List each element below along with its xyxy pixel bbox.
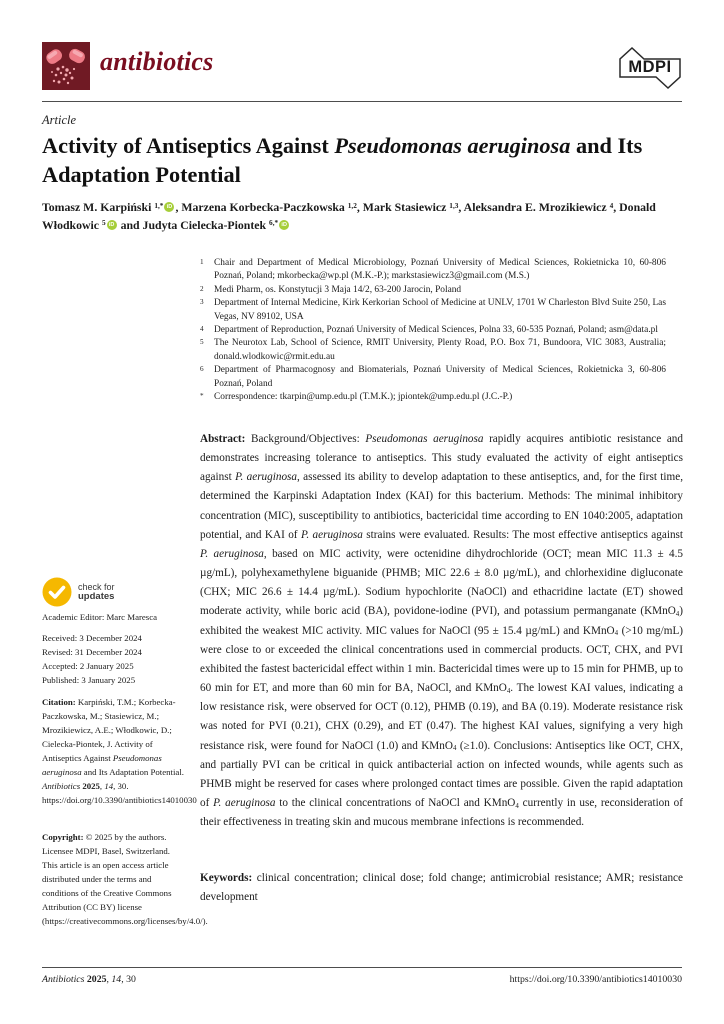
- rich-text-segment: ,: [106, 974, 112, 985]
- history-dates: [42, 631, 184, 687]
- rich-text-segment: Pseudomonas aeruginosa: [334, 133, 571, 158]
- rich-text-segment: strains were evaluated. Results: The most effective antiseptics against: [362, 528, 683, 541]
- rich-text-segment: 1,3: [449, 200, 459, 210]
- check-for-updates-badge[interactable]: [42, 577, 115, 607]
- rich-text-segment: Pseudomonas aeruginosa: [42, 753, 162, 777]
- rich-text-segment: currently in use, reconsideration of their effectiveness in treating skin and mucous membrane infections is recommended.: [200, 796, 683, 829]
- correspondence-marker: *: [200, 392, 204, 401]
- rich-text-segment: , based on MIC activity, were octenidine dihydrochloride (OCT; mean MIC 11.3 ± 4.5 µg/mL), polyhexamethylene biguanide (PHMB; MIC 22.6 ± 8.0 µg/mL), and chlorhexidine digluconate (CHX; MIC 26.6 ± 14.4 µg/mL). Sodium hypochlorite (NaOCl) and ethacridine lactate (ET) showed moderate activity, while boric acid (BA), povidone-iodine (PVI), and potassium permanganate (KMnO: [200, 547, 683, 618]
- rich-text-segment: and Its Adaptation Potential.: [81, 767, 184, 777]
- journal-name: antibiotics: [100, 47, 214, 76]
- affiliation-item: [200, 297, 666, 324]
- rich-text-segment: Karpiński, T.M.; Korbecka-Paczkowska, M.; Stasiewicz, M.; Mrozikiewicz, A.E.; Włodkowic, D.; Cielecka-Piontek, J. Activity of Antiseptics Against: [42, 697, 176, 763]
- academic-editor-line: Academic Editor: Marc Maresca: [42, 612, 158, 622]
- rich-text-segment: and Its Adaptation Potential: [42, 133, 643, 187]
- rich-text-segment: Background/Objectives:: [250, 433, 366, 445]
- rich-text-segment: Tomasz M. Karpiński: [42, 200, 155, 214]
- rich-text-segment: 4: [675, 610, 680, 619]
- rich-text-segment: ) exhibited the weakest MIC activity. MIC values for NaOCl (95 ± 15.4 µg/mL) and KMnO: [200, 605, 683, 637]
- orcid-icon[interactable]: iD: [107, 220, 117, 230]
- footer-divider: [42, 967, 682, 968]
- keywords-text: [200, 869, 683, 907]
- rich-text-segment: , 30: [121, 974, 136, 985]
- correspondence-text: Correspondence: tkarpin@ump.edu.pl (T.M.K.); jpiontek@ump.edu.pl (J.C.-P.): [214, 392, 513, 403]
- rich-text-segment: clinical concentration; clinical dose; fold change; antimicrobial resistance; AMR; resistance development: [200, 872, 683, 904]
- received-date: Received: 3 December 2024: [42, 633, 142, 643]
- rich-text-segment: © 2025 by the authors. Licensee MDPI, Basel, Switzerland. This article is an open access article distributed under the terms and conditions of the Creative Commons Attribution (CC BY) license (https://creativecommons.org/licenses/by/4.0/).: [42, 832, 208, 926]
- rich-text-segment: 5: [101, 218, 106, 228]
- rich-text-segment: , Marzena Korbecka-Paczkowska: [175, 200, 348, 214]
- affiliation-text: Department of Pharmacognosy and Biomaterials, Poznań University of Medical Sciences, Rokietnicka 3, 60-806 Poznań, Poland: [214, 365, 666, 389]
- affiliation-item: [200, 257, 666, 284]
- rich-text-segment: Copyright:: [42, 832, 86, 842]
- correspondence-item: [200, 391, 666, 404]
- abstract-text: [200, 430, 683, 832]
- footer-doi-link[interactable]: https://doi.org/10.3390/antibiotics14010030: [509, 974, 682, 985]
- rich-text-segment: 14: [111, 974, 122, 985]
- rich-text-segment: 2025: [86, 974, 107, 985]
- rich-text-segment: (≥1.0). Conclusions: Antiseptics like OCT, CHX, and partially PVI can be critical in quick antibacterial action on infected wounds, while agents such as PHMB might be reserved for cases where prolonged contact times are possible. Given the rapid adaptation of: [200, 739, 683, 809]
- rich-text-segment: Activity of Antiseptics Against: [42, 133, 335, 158]
- rich-text-segment: , assessed its ability to develop adaptation to these antiseptics, and, for the first time, determined the Karpinski Adaptation Index (KAI) for this bacterium. Methods: The minimal inhibitory concentration (MIC), susceptibility to antibiotics, bactericidal time according to EN 1040:2005, adaptation potential, and KAI of: [200, 471, 683, 541]
- rich-text-segment: , Mark Stasiewicz: [356, 200, 450, 214]
- rich-text-segment: P. aeruginosa: [200, 547, 264, 560]
- copyright-block: [42, 830, 208, 928]
- rich-text-segment: , Donald Włodkowic: [42, 200, 656, 232]
- rich-text-segment: 2025: [82, 781, 100, 791]
- rich-text-segment: to the clinical concentrations of NaOCl and KMnO: [275, 796, 516, 809]
- affiliation-text: Department of Reproduction, Poznań University of Medical Sciences, Polna 33, 60-535 Poznań, Poland; asm@data.pl: [214, 325, 658, 336]
- affiliation-item: [200, 284, 666, 297]
- rich-text-segment: Citation:: [42, 697, 78, 707]
- affiliation-marker: 1: [200, 258, 204, 266]
- rich-text-segment: P. aeruginosa: [235, 471, 297, 484]
- antibiotics-pills-icon: [42, 42, 90, 90]
- check-for-updates-line2: updates: [78, 591, 115, 602]
- rich-text-segment: (>10 mg/mL) were close to or exceeded the clinical concentrations used in commercial products. OCT, CHX, and PVI exhibited the fastest bactericidal effect within 1 min. Bactericidal times were up to 15 min for PHMB, up to 60 min for ET, and more than 60 min for BA, NaOCl, and KMnO: [200, 624, 684, 695]
- rich-text-segment: and Judyta Cielecka-Piontek: [117, 217, 270, 232]
- rich-text-segment: Keywords:: [200, 872, 257, 884]
- rich-text-segment: 1,2: [347, 200, 357, 210]
- citation-block: [42, 695, 197, 807]
- orcid-icon[interactable]: iD: [279, 220, 289, 230]
- rich-text-segment: Antibiotics: [42, 781, 83, 791]
- accepted-date: Accepted: 2 January 2025: [42, 661, 134, 671]
- affiliation-text: Medi Pharm, os. Konstytucji 3 Maja 14/2, 63-200 Jarocin, Poland: [214, 284, 462, 295]
- affiliation-marker: 6: [200, 365, 204, 374]
- rich-text-segment: . The lowest KAI values, indicating a low resistance risk, were observed for OCT (0.12), PHMB (0.19), and BA (0.19). Moderate resistance risk was noted for PVI (0.21), CHX (0.29), and ET (0.47). The highest KAI values, signifying a very high resistance risk, were found for NaOCl (1.0) and KMnO: [200, 682, 683, 752]
- rich-text-segment: 6,*: [269, 218, 279, 228]
- mdpi-wordmark: MDPI: [628, 58, 672, 76]
- affiliation-text: Department of Internal Medicine, Kirk Kerkorian School of Medicine at UNLV, 1701 W Charleston Blvd Suite 250, Las Vegas, NV 89102, USA: [214, 298, 666, 322]
- rich-text-segment: Antibiotics: [42, 974, 87, 985]
- rich-text-segment: Pseudomonas aeruginosa: [365, 433, 484, 445]
- affiliation-item: [200, 337, 666, 364]
- published-date: Published: 3 January 2025: [42, 675, 136, 685]
- article-type-label: Article: [42, 113, 77, 127]
- authors-line: [42, 199, 690, 234]
- check-for-updates-label: [78, 582, 115, 602]
- affiliation-item: [200, 364, 666, 391]
- affiliation-marker: 5: [200, 338, 204, 347]
- rich-text-segment: P. aeruginosa: [213, 796, 276, 809]
- rich-text-segment: 4: [515, 801, 519, 810]
- rich-text-segment: Abstract:: [200, 433, 251, 445]
- rich-text-segment: 14: [104, 781, 114, 791]
- rich-text-segment: ,: [99, 781, 105, 791]
- rich-text-segment: P. aeruginosa: [300, 528, 363, 541]
- checkmark-icon: [42, 577, 72, 607]
- affiliation-item: [200, 324, 666, 337]
- article-title: [42, 132, 690, 189]
- rich-text-segment: 1,*: [154, 200, 164, 210]
- revised-date: Revised: 31 December 2024: [42, 647, 142, 657]
- orcid-icon[interactable]: iD: [164, 202, 174, 212]
- rich-text-segment: 4: [614, 629, 619, 638]
- header-divider: [42, 101, 682, 102]
- rich-text-segment: , Aleksandra E. Mrozikiewicz: [458, 200, 610, 214]
- footer-journal-ref: [42, 974, 136, 985]
- affiliation-text: The Neurotox Lab, School of Science, RMIT University, Plenty Road, P.O. Box 71, Bundoora, VIC 3083, Australia; donald.wlodkowic@rmit.edu.au: [214, 338, 666, 362]
- affiliation-text: Chair and Department of Medical Microbiology, Poznań University of Medical Sciences, Rokietnicka 10, 60-806 Poznań, Poland; mkorbecka@wp.pl (M.K.-P.); markstasiewicz3@gmail.com (M.S.): [214, 258, 666, 282]
- affiliation-marker: 4: [200, 325, 204, 334]
- affiliation-marker: 2: [200, 284, 204, 293]
- affiliation-marker: 3: [200, 298, 204, 307]
- affiliations-list: [200, 257, 666, 404]
- rich-text-segment: 4: [609, 200, 614, 210]
- rich-text-segment: rapidly acquires antibiotic resistance and demonstrates increasing tolerance to antiseptics. This study evaluated the activity of eight antiseptics against: [200, 433, 683, 484]
- mdpi-logo: [614, 44, 686, 92]
- rich-text-segment: 4: [506, 686, 511, 695]
- rich-text-segment: , 30. https://doi.org/10.3390/antibiotics14010030: [42, 781, 197, 805]
- rich-text-segment: 4: [452, 744, 457, 753]
- check-for-updates-line1: check for: [78, 582, 115, 592]
